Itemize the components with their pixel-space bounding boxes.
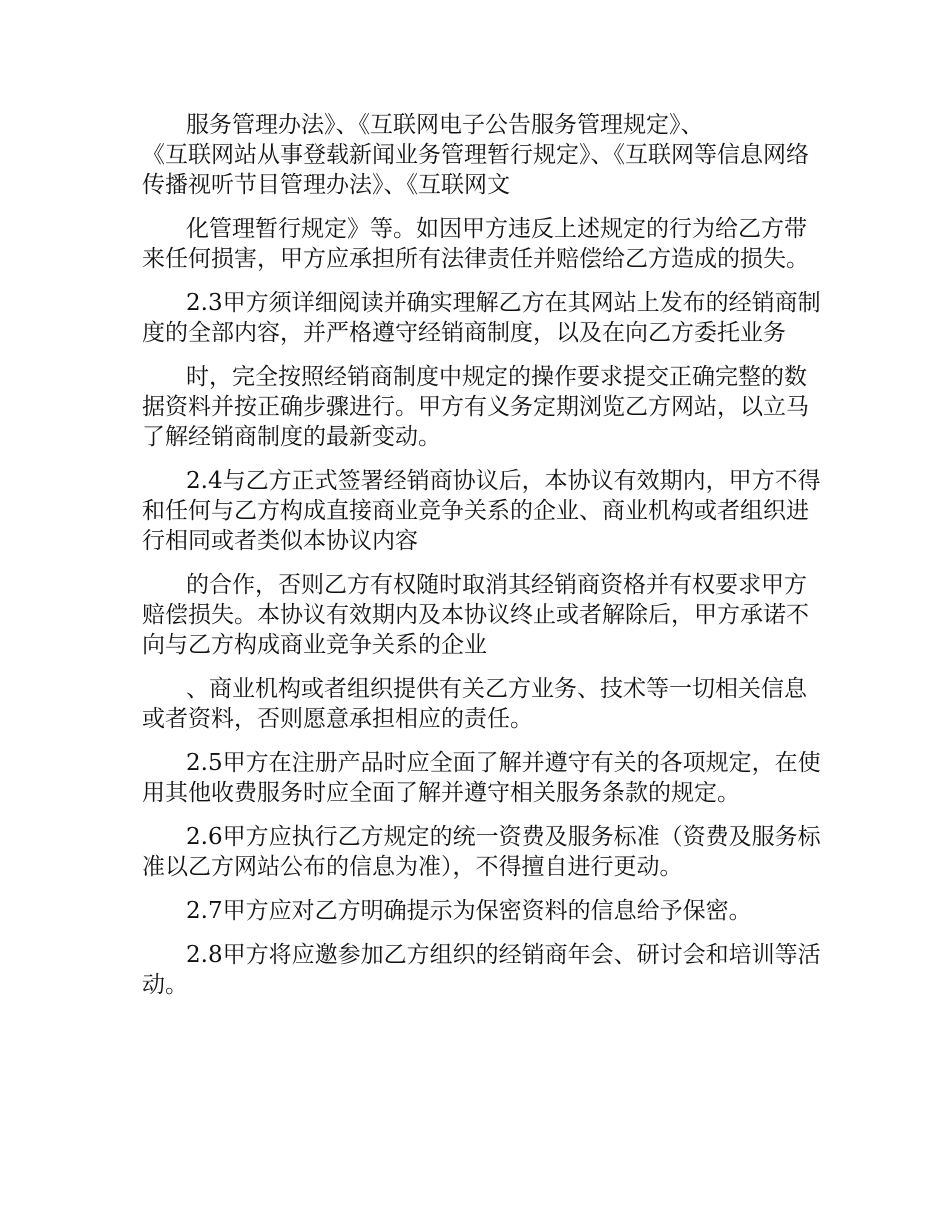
paragraph-2-7: 2.7甲方应对乙方明确提示为保密资料的信息给予保密。 bbox=[186, 898, 752, 924]
paragraph-2-3: 2.3甲方须详细阅读并确实理解乙方在其网站上发布的经销商制度的全部内容，并严格遵守经销商制度，以及在向乙方委托业务 bbox=[142, 290, 821, 346]
paragraph-2-4-continuation-2: 、商业机构或者组织提供有关乙方业务、技术等一切相关信息或者资料，否则愿意承担相应的责任。 bbox=[142, 676, 807, 732]
paragraph-continuation-liability: 化管理暂行规定》等。如因甲方违反上述规定的行为给乙方带来任何损害，甲方应承担所有法律责任并赔偿给乙方造成的损失。 bbox=[142, 216, 809, 272]
paragraph-2-4: 2.4与乙方正式签署经销商协议后，本协议有效期内，甲方不得和任何与乙方构成直接商业竞争关系的企业、商业机构或者组织进行相同或者类似本协议内容 bbox=[142, 468, 821, 554]
document-body bbox=[142, 110, 822, 1014]
paragraph-2-6: 2.6甲方应执行乙方规定的统一资费及服务标准（资费及服务标准以乙方网站公布的信息为准），不得擅自进行更动。 bbox=[142, 824, 821, 880]
paragraph-continuation-regulations: 服务管理办法》、《互联网电子公告服务管理规定》、 《互联网站从事登载新闻业务管理暂行规定》、《互联网等信息网络传播视听节目管理办法》、《互联网文 bbox=[142, 112, 809, 198]
paragraph-2-8: 2.8甲方将应邀参加乙方组织的经销商年会、研讨会和培训等活动。 bbox=[142, 942, 821, 998]
paragraph-2-4-continuation: 的合作，否则乙方有权随时取消其经销商资格并有权要求甲方赔偿损失。本协议有效期内及本协议终止或者解除后，甲方承诺不向与乙方构成商业竞争关系的企业 bbox=[142, 572, 809, 658]
paragraph-2-3-continuation: 时，完全按照经销商制度中规定的操作要求提交正确完整的数据资料并按正确步骤进行。甲方有义务定期浏览乙方网站，以立马了解经销商制度的最新变动。 bbox=[142, 364, 809, 450]
paragraph-2-5: 2.5甲方在注册产品时应全面了解并遵守有关的各项规定，在使用其他收费服务时应全面了解并遵守相关服务条款的规定。 bbox=[142, 750, 821, 806]
